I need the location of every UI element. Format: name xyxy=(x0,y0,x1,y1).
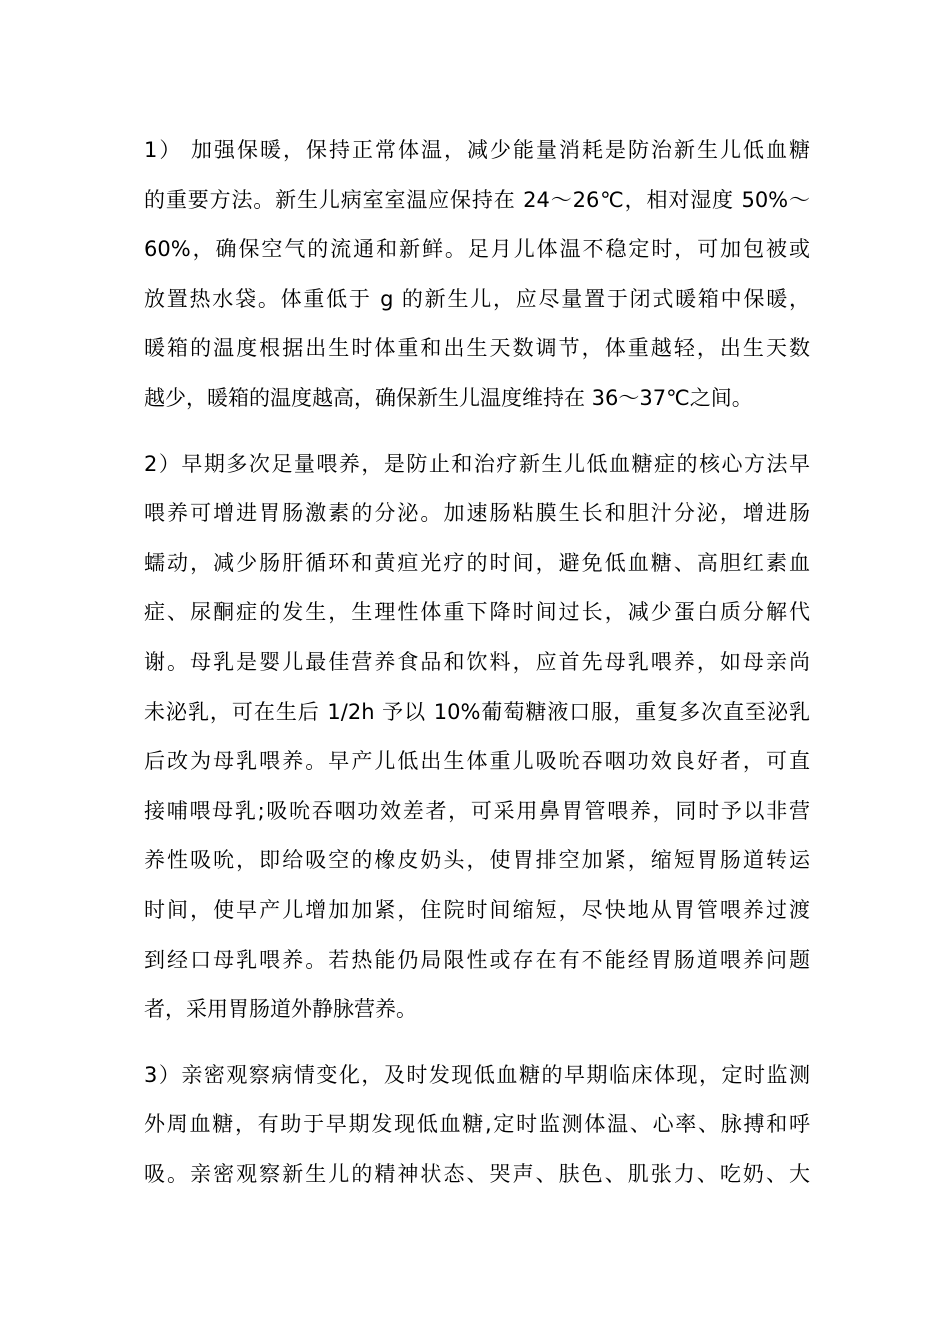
paragraph-1 xyxy=(144,126,810,424)
text-line: 养性吸吮，即给吸空的橡皮奶头，使胃排空加紧，缩短胃肠道转运 xyxy=(144,848,810,873)
text-line: 1） 加强保暖，保持正常体温，减少能量消耗是防治新生儿低血糖 xyxy=(144,138,810,162)
text-line: 2）早期多次足量喂养，是防止和治疗新生儿低血糖症的核心方法早 xyxy=(144,451,810,476)
text-line: 喂养可增进胃肠激素的分泌。加速肠粘膜生长和胆汁分泌，增进肠 xyxy=(144,501,810,526)
text-line: 未泌乳，可在生后 1/2h 予以 10%葡萄糖液口服，重复多次直至泌乳 xyxy=(144,699,810,724)
text-line: 的重要方法。新生儿病室室温应保持在 24～26℃，相对湿度 50%～ xyxy=(144,187,810,212)
paragraph-3 xyxy=(144,1051,810,1200)
text-line: 越少，暖箱的温度越高，确保新生儿温度维持在 36～37℃之间。 xyxy=(144,385,753,410)
text-line: 3）亲密观察病情变化，及时发现低血糖的早期临床体现，定时监测 xyxy=(144,1062,810,1087)
text-line: 60%，确保空气的流通和新鲜。足月儿体温不稳定时，可加包被或 xyxy=(144,237,810,262)
text-line: 症、尿酮症的发生，生理性体重下降时间过长，减少蛋白质分解代 xyxy=(144,600,810,625)
text-line: 外周血糖，有助于早期发现低血糖,定时监测体温、心率、脉搏和呼 xyxy=(144,1112,810,1137)
text-line: 者，采用胃肠道外静脉营养。 xyxy=(144,997,417,1022)
paragraph-2 xyxy=(144,440,810,1035)
text-line: 时间，使早产儿增加加紧，住院时间缩短，尽快地从胃管喂养过渡 xyxy=(144,897,810,922)
text-line: 谢。母乳是婴儿最佳营养食品和饮料，应首先母乳喂养，如母亲尚 xyxy=(144,649,810,674)
text-line: 暖箱的温度根据出生时体重和出生天数调节，体重越轻，出生天数 xyxy=(144,336,810,361)
text-line: 放置热水袋。体重低于 g 的新生儿，应尽量置于闭式暖箱中保暖， xyxy=(144,286,810,311)
text-line: 后改为母乳喂养。早产儿低出生体重儿吸吮吞咽功效良好者，可直 xyxy=(144,749,810,774)
document-page xyxy=(144,126,810,1215)
text-line: 吸。亲密观察新生儿的精神状态、哭声、肤色、肌张力、吃奶、大 xyxy=(144,1161,810,1186)
text-line: 接哺喂母乳;吸吮吞咽功效差者，可采用鼻胃管喂养，同时予以非营 xyxy=(144,798,810,823)
text-line: 到经口母乳喂养。若热能仍局限性或存在有不能经胃肠道喂养问题 xyxy=(144,947,810,972)
text-line: 蠕动，减少肠肝循环和黄疸光疗的时间，避免低血糖、高胆红素血 xyxy=(144,550,810,575)
